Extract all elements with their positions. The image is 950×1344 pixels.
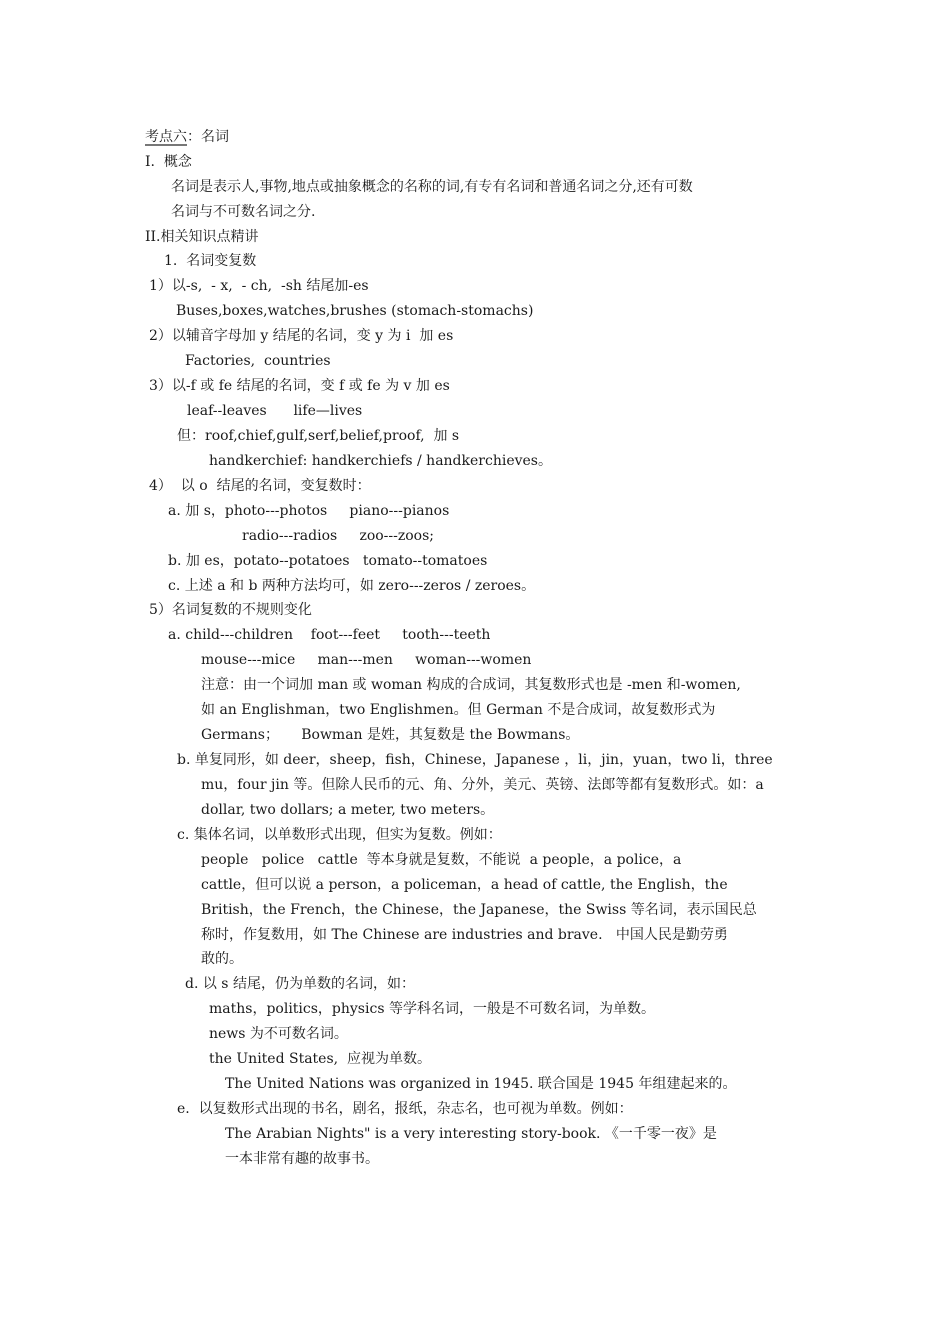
example-line: The United Nations was organized in 1945. 联合国是 1945 年组建起来的。 (225, 1076, 737, 1092)
section-title (145, 128, 229, 146)
rule-line: 4） 以 o 结尾的名词，变复数时： (149, 478, 371, 494)
example-line: Factories, countries (185, 353, 331, 369)
note-line: the United States, 应视为单数。 (209, 1051, 432, 1067)
list-item: b. 加 es，potato--potatoes tomato--tomatoes (168, 553, 488, 569)
paragraph-line: 名词与不可数名词之分. (171, 204, 316, 220)
note-line: dollar, two dollars; a meter, two meters。 (201, 802, 495, 818)
list-item: c. 集体名词，以单数形式出现，但实为复数。例如： (177, 827, 502, 843)
example-line: mouse---mice man---men woman---women (201, 652, 532, 668)
rule-line: 3）以-f 或 fe 结尾的名词，变 f 或 fe 为 v 加 es (149, 378, 450, 394)
example-line: The Arabian Nights" is a very interesting story-book. 《一千零一夜》是 (225, 1126, 717, 1142)
example-line: 但：roof,chief,gulf,serf,belief,proof, 加 s (177, 428, 460, 444)
note-line: Germans； Bowman 是姓，其复数是 the Bowmans。 (201, 727, 580, 743)
note-line: 如 an Englishman，two Englishmen。但 German 不是合成词，故复数形式为 (201, 702, 716, 718)
rule-line: 2）以辅音字母加 y 结尾的名词，变 y 为 i 加 es (149, 328, 454, 344)
list-item: a. 加 s，photo---photos piano---pianos (168, 503, 450, 519)
note-line: news 为不可数名词。 (209, 1026, 348, 1042)
list-item: d. 以 s 结尾，仍为单数的名词，如： (185, 976, 415, 992)
example-line: leaf--leaves life—lives (187, 403, 363, 419)
note-line: 称时，作复数用，如 The Chinese are industries and brave. 中国人民是勤劳勇 (201, 927, 728, 943)
note-line: people police cattle 等本身就是复数，不能说 a people，a police，a (201, 852, 682, 868)
note-line: mu，four jin 等。但除人民币的元、角、分外，美元、英镑、法郎等都有复数形式。如：a (201, 777, 764, 793)
section-title-suffix: ：名词 (187, 129, 229, 145)
note-line: British，the French，the Chinese，the Japanese，the Swiss 等名词，表示国民总 (201, 902, 757, 918)
list-item: a. child---children foot---feet tooth---teeth (168, 627, 491, 643)
note-line: 注意：由一个词加 man 或 woman 构成的合成词，其复数形式也是 -men 和-women, (201, 677, 741, 693)
note-line: maths，politics，physics 等学科名词，一般是不可数名词，为单数。 (209, 1001, 655, 1017)
example-line: handkerchief: handkerchiefs / handkerchieves。 (209, 453, 552, 469)
subheading-plural: 1. 名词变复数 (164, 253, 257, 269)
list-item: c. 上述 a 和 b 两种方法均可，如 zero---zeros / zeroes。 (168, 578, 536, 594)
example-line: 一本非常有趣的故事书。 (225, 1151, 379, 1167)
section-title-prefix: 考点六 (145, 129, 187, 145)
list-item: b. 单复同形，如 deer，sheep，fish，Chinese，Japanese ，li，jin，yuan，two li，three (177, 752, 773, 768)
note-line: cattle，但可以说 a person，a policeman，a head of cattle, the English，the (201, 877, 728, 893)
heading-concept: I. 概念 (145, 154, 192, 170)
example-line: radio---radios zoo---zoos; (242, 528, 435, 544)
paragraph-line: 名词是表示人,事物,地点或抽象概念的名称的词,有专有名词和普通名词之分,还有可数 (171, 179, 693, 195)
rule-line: 5）名词复数的不规则变化 (149, 602, 312, 618)
rule-line: 1）以-s, - x, - ch, -sh 结尾加-es (149, 278, 369, 294)
list-item: e. 以复数形式出现的书名，剧名，报纸，杂志名，也可视为单数。例如： (177, 1101, 633, 1117)
note-line: 敢的。 (201, 951, 243, 967)
heading-knowledge: II.相关知识点精讲 (145, 229, 259, 245)
example-line: Buses,boxes,watches,brushes (stomach-stomachs) (176, 303, 534, 319)
